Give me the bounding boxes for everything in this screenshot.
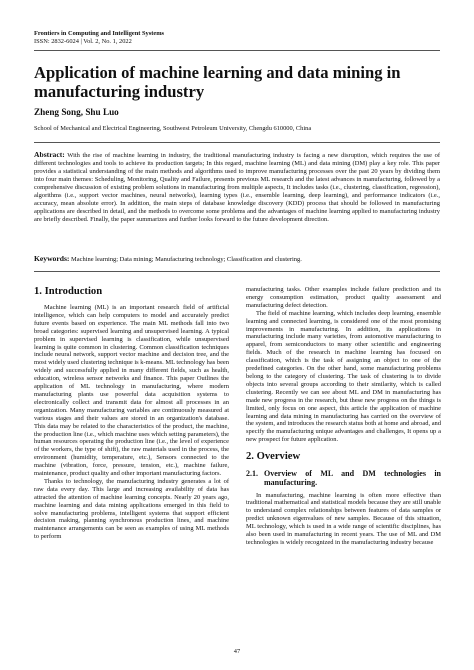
keywords — [34, 254, 440, 263]
header-divider — [34, 50, 440, 51]
abstract — [34, 151, 440, 224]
journal-header — [34, 30, 164, 45]
right-column — [246, 286, 441, 547]
issn-line: ISSN: 2832-6024 | Vol. 2, No. 1, 2022 — [34, 37, 132, 45]
subsection-heading — [246, 469, 441, 487]
body-paragraph: The field of machine learning, which includes deep learning, ensemble learning and connected learning, is considered one of the most promising improvements in manufacturing. In addition, its applications in manufacturing include many varieties, from automotive manufacturing to apparel, from semiconductors to many other scientific and engineering fields. Much of the research in machine learning has focused on classification, which is the task of assigning an object to one of the predefined categories. On the other hand, some manufacturing problems belong to the category of clustering. The task of clustering is to divide objects into several groups according to their similarity, which is called clustering. Recently we can see about ML and DM in manufacturing has made new progress in the research, but these new progress on the things is limited, only focus on one aspect, this article the application of machine learning and data mining in manufacturing has carried on the overview of the system, and introduces the research status both at home and abroad, and specify the manufacturing unique advantages and challenges, It opens up a new prospect for future application. — [246, 309, 441, 444]
abstract-label: Abstract: — [34, 150, 65, 159]
author-list: Zheng Song, Shu Luo — [34, 107, 119, 117]
body-paragraph: In manufacturing, machine learning is often more effective than traditional mathematical and statistical models because they are still unable to understand complex relationships between features of data samples or predict unknown eigenvalues of new samples. Because of this situation, ML technology, which is used in a wide range of scientific disciplines, has also been used in manufacturing in recent years. The use of ML and DM technologies is widely recognized in the manufacturing industry because — [246, 491, 441, 546]
subsection-title: Overview of ML and DM technologies in manufacturing. — [264, 469, 441, 488]
abstract-top-divider — [34, 142, 440, 143]
left-column — [34, 286, 229, 541]
body-paragraph: Thanks to technology, the manufacturing industry generates a lot of raw data every day. This large and increasing availability of data has attracted the attention of machine learning concepts. Nearly 20 years ago, machine learning and data mining applications emerged in this field to solve manufacturing problems, intelligent systems that support efficient decision making, planning synchronous production lines, and machine maintenance arrangements can be seen as examples of using ML methods to perform — [34, 477, 229, 541]
section-heading-overview: 2. Overview — [246, 451, 301, 463]
paper-title: Application of machine learning and data mining in manufacturing industry — [34, 63, 401, 101]
keywords-text: Machine learning; Data mining; Manufacturing technology; Classification and clustering. — [71, 256, 302, 263]
affiliation: School of Mechanical and Electrical Engineering, Southwest Petroleum University, Chengdu 610000, China — [34, 125, 312, 132]
body-paragraph: Machine learning (ML) is an important research field of artificial intelligence, which can help computers to model and accurately predict future events based on experience. The main ML methods fall into two broad categories: supervised learning and unsupervised learning. A typical problem in supervised learning is classification, while unsupervised learning is quite common in clustering. Common classification techniques include neural network, support vector machine and decision tree, and the most widely used clustering technique is k-means. ML technology has been widely and successfully applied in many different fields, such as health, education, wireless sensor networks and finance. This paper Outlines the application of ML technology in manufacturing, where modern manufacturing plants use powerful data acquisition systems to electronically collect and transmit data for almost all processes in an organization. Many manufacturing variables are continuously measured at various stages and their values are stored in an organization's database. This data may be related to the characteristics of the product, the machine, the production line (i.e., which machine uses which setting parameters), the human resources operating the production line (i.e., the level of experience of the workers, the type of shift), the raw materials used in the process, the environment (humidity, temperature, etc.), Sensors connected to the machine (vibration, force, pressure, tension, etc.), machine failure, maintenance, product quality and other important manufacturing factors. — [34, 304, 229, 478]
body-paragraph: manufacturing tasks. Other examples include failure prediction and its energy consumption estimation, product quality assessment and manufacturing defect detection. — [246, 286, 441, 309]
section-heading-introduction: 1. Introduction — [34, 286, 103, 297]
abstract-text: With the rise of machine learning in industry, the traditional manufacturing industry is facing a new disruption, which requires the use of different technologies and tools to achieve its production targets; In this regard, machine learning (ML) and data mining (DM) play a key role. This paper provides a statistical understanding of the main methods and algorithms used to improve manufacturing processes over the past 20 years by dividing them into four main themes: Scheduling, Monitoring, Quality and Failure, presents previous ML research and the latest advances in manufacturing, followed by a comprehensive discussion of existing problem solutions in manufacturing from multiple aspects, It includes tasks (i.e., clustering, classification, regression), algorithms (i.e., support vector machines, neural networks), learning types (i.e., ensemble learning, deep learning), and performance indicators (i.e., accuracy, mean absolute error). In addition, the main steps of database knowledge discovery (KDD) process that should be followed in manufacturing applications are described in detail, and the methods to overcome some problems and the advantages of machine learning applied to manufacturing industry are briefly described. Finally, the paper summarizes and further looks forward to the future development direction. — [34, 152, 440, 223]
keywords-label: Keywords: — [34, 254, 70, 263]
journal-name: Frontiers in Computing and Intelligent Systems — [34, 30, 165, 37]
keywords-divider — [34, 271, 440, 272]
page-number: 47 — [233, 648, 241, 655]
subsection-number: 2.1. — [246, 469, 258, 479]
